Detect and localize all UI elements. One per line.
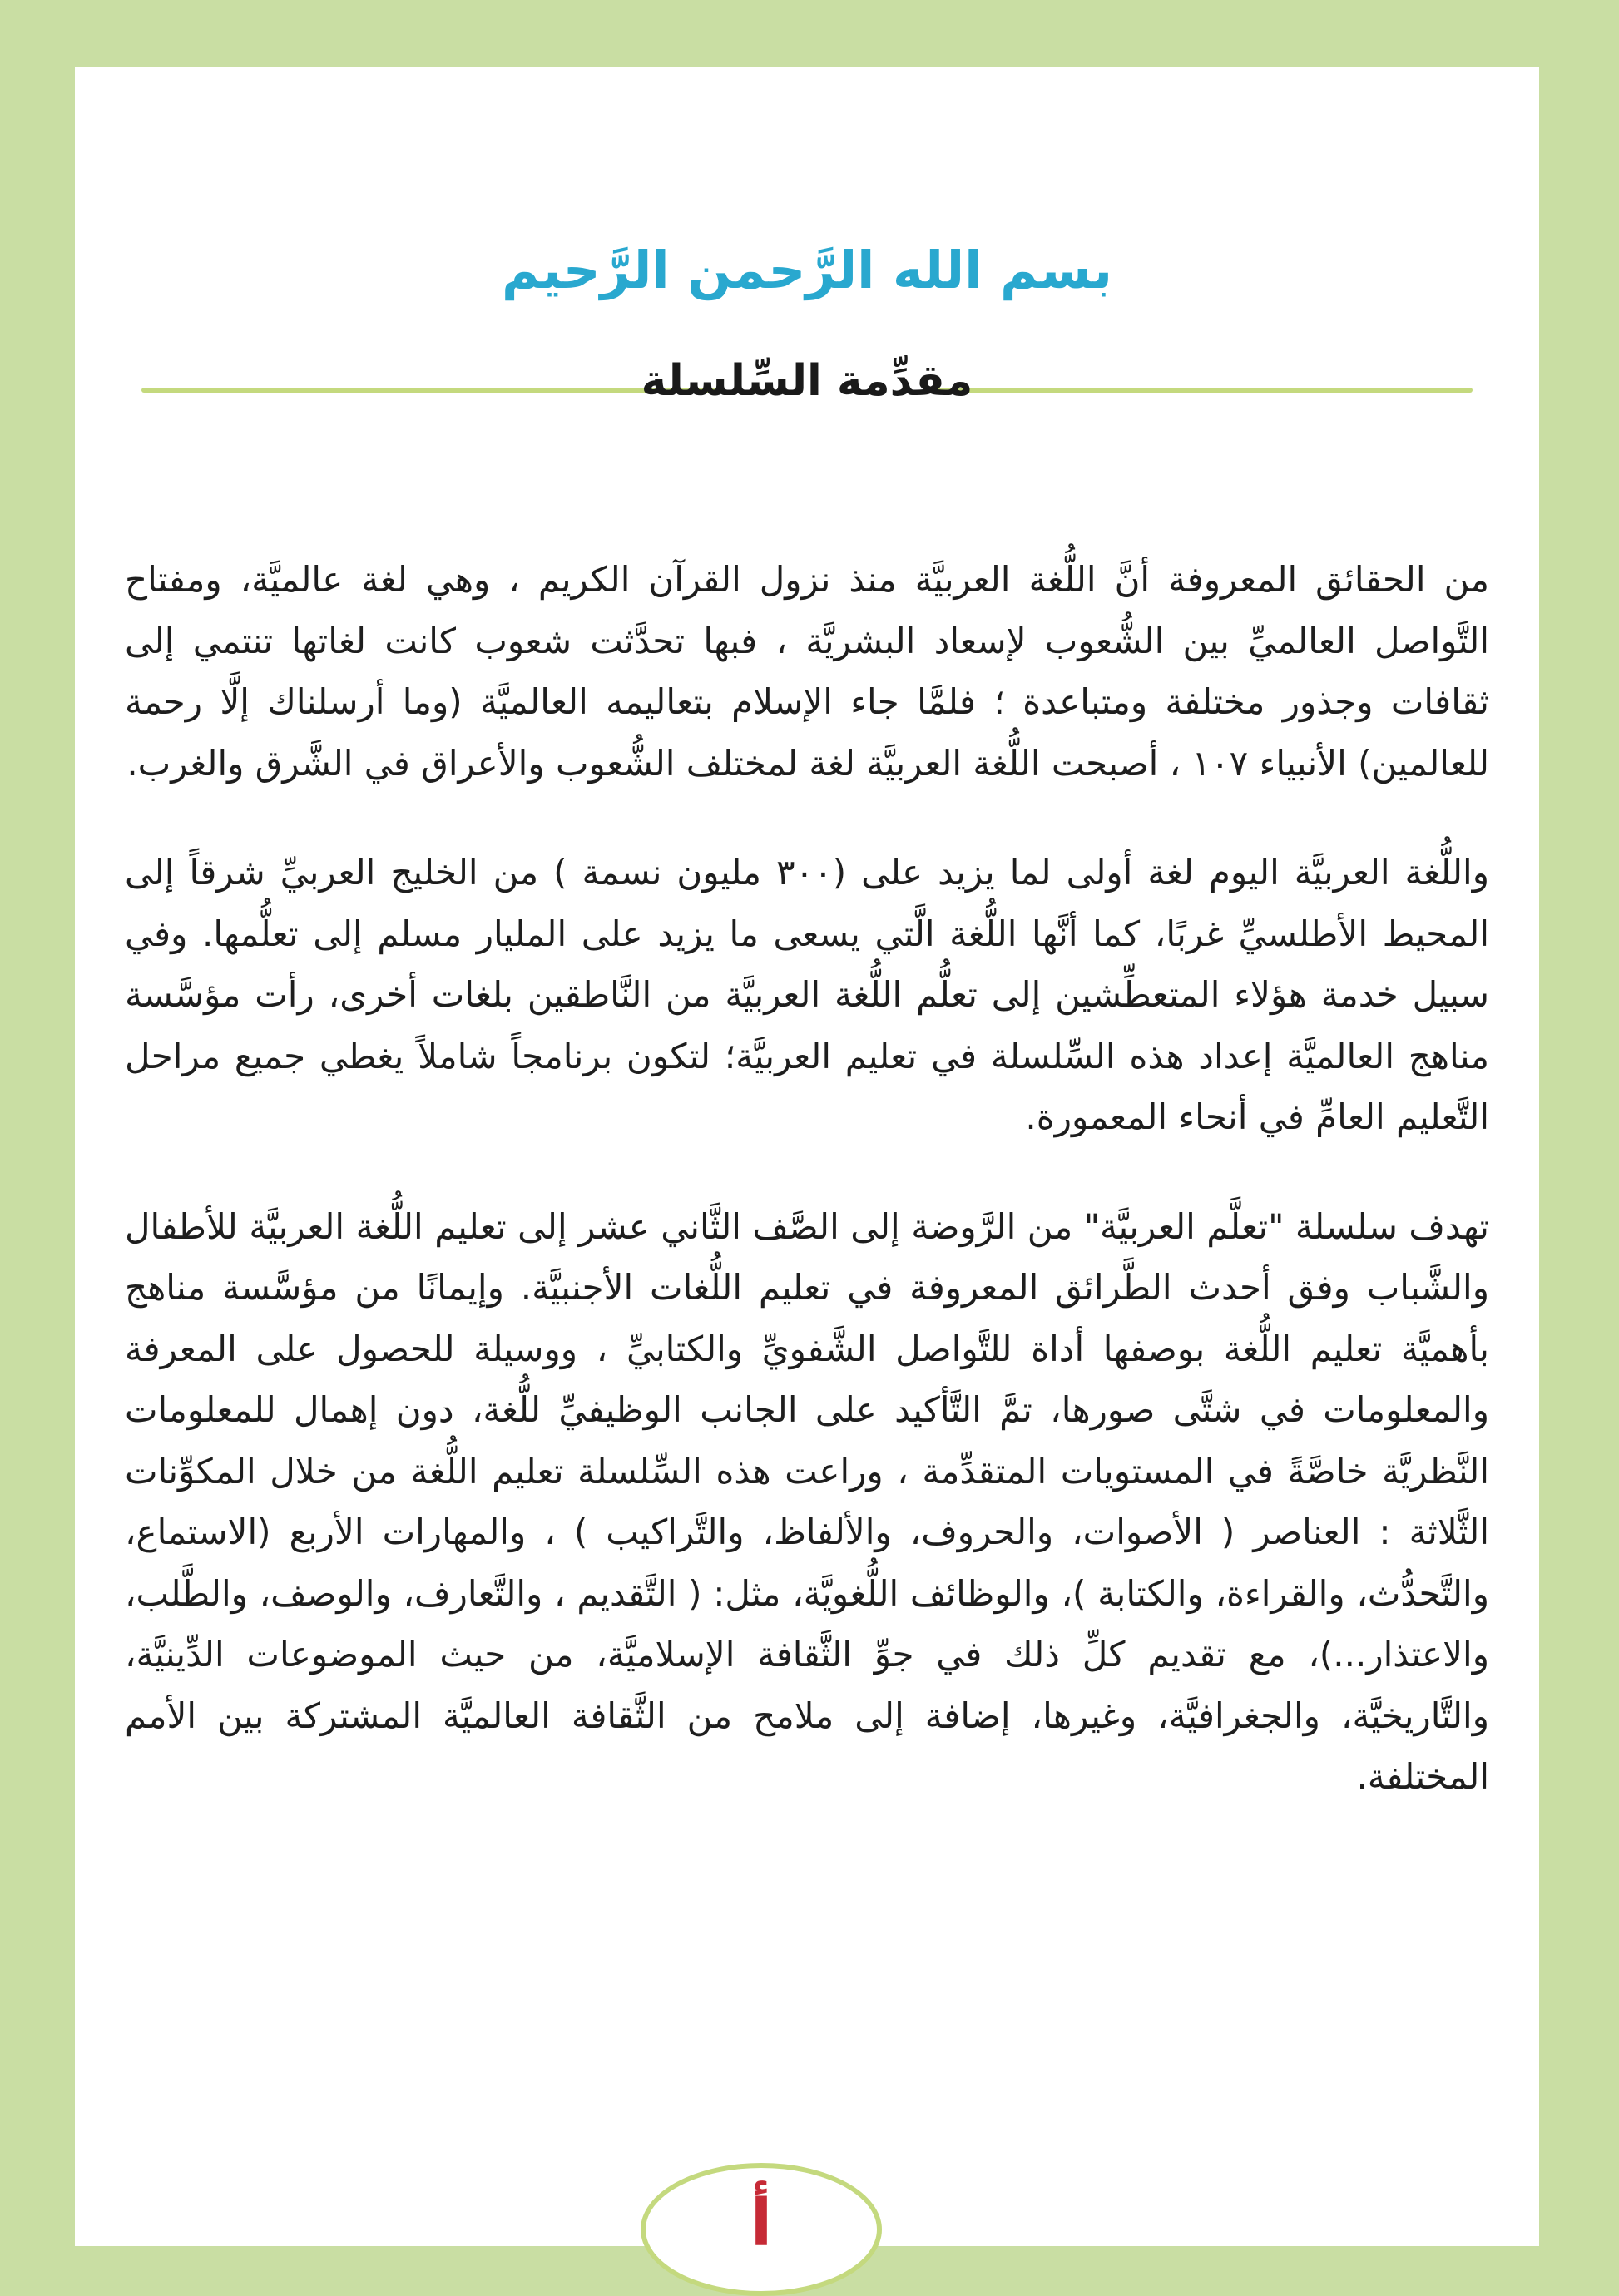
page-title: مقدِّمة السِّلسلة: [641, 356, 973, 406]
page-sheet: [75, 67, 1539, 2246]
section-title-row: [141, 346, 1473, 438]
paragraph-1: من الحقائق المعروفة أنَّ اللُّغة العربيَّة منذ نزول القرآن الكريم ، وهي لغة عالميَّة، ومفتاح التَّواصل العالميِّ بين الشُّعوب لإسعاد البشريَّة ، فبها تحدَّثت شعوب كانت لغاتها تنتمي إلى ثقافات وجذور مختلفة ومتباعدة ؛ فلمَّا جاء الإسلام بتعاليمه العالميَّة (وما أرسلناك إلَّا رحمة للعالمين) الأنبياء ١٠٧ ، أصبحت اللُّغة العربيَّة لغة لمختلف الشُّعوب والأعراق في الشَّرق والغرب.: [125, 559, 1489, 784]
paragraph-3: تهدف سلسلة "تعلَّم العربيَّة" من الرَّوضة إلى الصَّف الثَّاني عشر إلى تعليم اللُّغة العربيَّة للأطفال والشَّباب وفق أحدث الطَّرائق المعروفة في تعليم اللُّغات الأجنبيَّة. وإيمانًا من مؤسَّسة مناهج بأهميَّة تعليم اللُّغة بوصفها أداة للتَّواصل الشَّفويِّ والكتابيِّ ، ووسيلة للحصول على المعرفة والمعلومات في شتَّى صورها، تمَّ التَّأكيد على الجانب الوظيفيِّ للُّغة، دون إهمال للمعلومات النَّظريَّة خاصَّةً في المستويات المتقدِّمة ، وراعت هذه السِّلسلة تعليم اللُّغة من خلال المكوِّنات الثَّلاثة : العناصر ( الأصوات، والحروف، والألفاظ، والتَّراكيب ) ، والمهارات الأربع (الاستماع، والتَّحدُّث، والقراءة، والكتابة )، والوظائف اللُّغويَّة، مثل: ( التَّقديم ، والتَّعارف، والوصف، والطَّلب، والاعتذار...)، مع تقديم كلِّ ذلك في جوِّ الثَّقافة الإسلاميَّة، من حيث الموضوعات الدِّينيَّة، والتَّاريخيَّة، والجغرافيَّة، وغيرها، إضافة إلى ملامح من الثَّقافة العالميَّة المشتركة بين الأمم المختلفة.: [125, 1205, 1489, 1797]
basmala-heading: بسم الله الرَّحمن الرَّحيم: [501, 240, 1113, 300]
body-text: [125, 549, 1489, 1856]
page-number: أ: [750, 2186, 773, 2261]
page-number-badge: [641, 2163, 882, 2296]
paragraph-2: واللُّغة العربيَّة اليوم لغة أولى لما يزيد على (٣٠٠ مليون نسمة ) من الخليج العربيِّ شرقاً إلى المحيط الأطلسيِّ غربًا، كما أنَّها اللُّغة الَّتي يسعى ما يزيد على المليار مسلم إلى تعلُّمها. وفي سبيل خدمة هؤلاء المتعطِّشين إلى تعلُّم اللُّغة العربيَّة من النَّاطقين بلغات أخرى، رأت مؤسَّسة مناهج العالميَّة إعداد هذه السِّلسلة في تعليم العربيَّة؛ لتكون برنامجاً شاملاً يغطي جميع مراحل التَّعليم العامِّ في أنحاء المعمورة.: [125, 852, 1489, 1137]
